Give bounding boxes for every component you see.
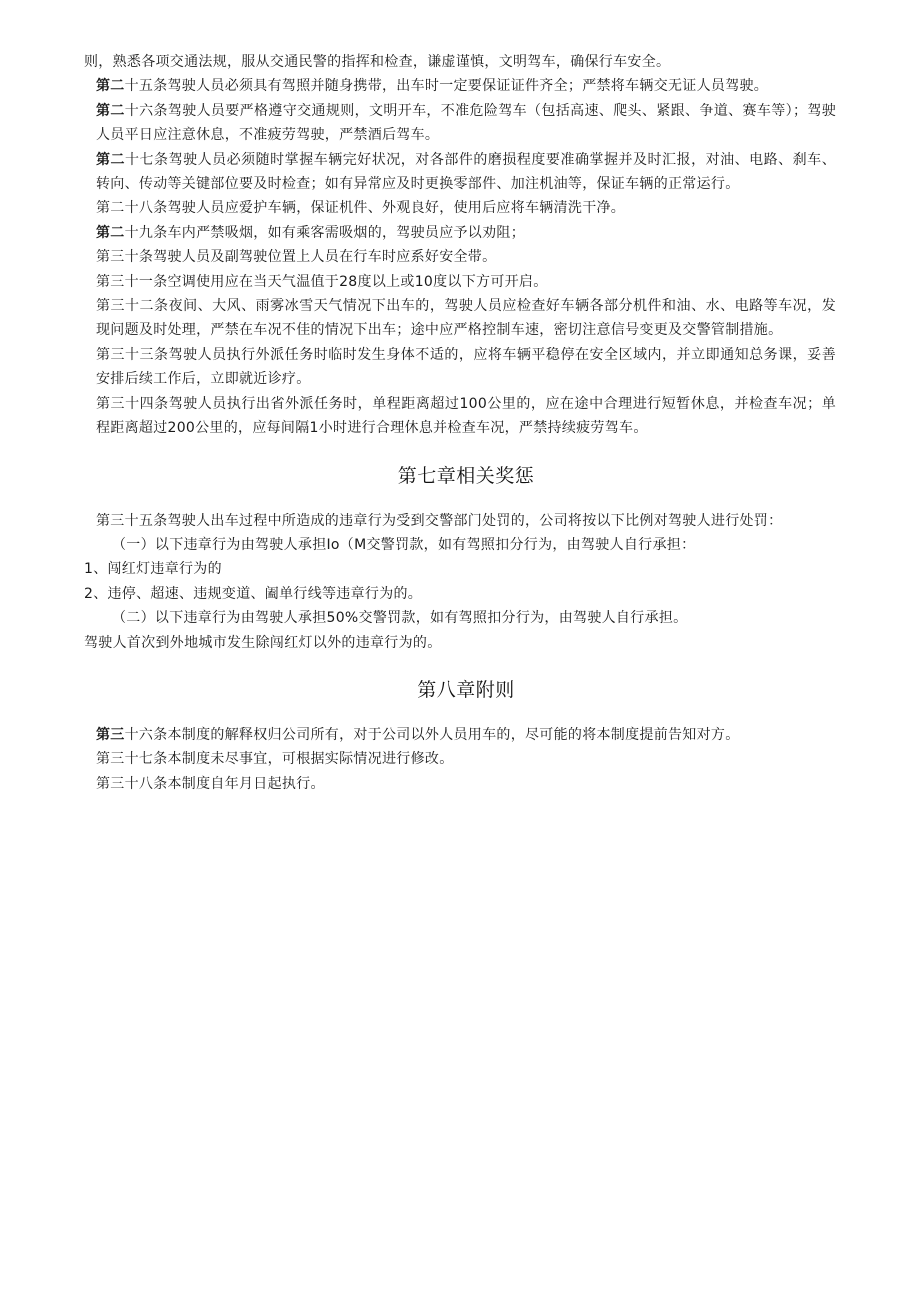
article-text: 十六条驾驶人员要严格遵守交通规则，文明开车，不准危险驾车（包括高速、爬头、紧跟、争道、赛车等）；驾驶人员平日应注意休息，不准疲劳驾驶，严禁酒后驾车。: [96, 102, 836, 144]
clause-2: [96, 606, 836, 630]
list-item: [84, 557, 836, 581]
clause-2-detail: [84, 631, 836, 655]
article-34: [96, 392, 836, 441]
list-item-text: 2、违停、超速、违规变道、阖单行线等违章行为的。: [84, 585, 423, 602]
article-36: [96, 723, 836, 747]
article-text: 第三十一条空调使用应在当天气温值于28度以上或10度以下方可开启。: [96, 273, 548, 290]
article-32: [96, 294, 836, 343]
article-head: 第二: [96, 151, 126, 168]
article-head: 第二: [96, 224, 125, 241]
article-text: 第三十三条驾驶人员执行外派任务时临时发生身体不适的，应将车辆平稳停在安全区域内，并立即通知总务课，妥善安排后续工作后，立即就近诊疗。: [96, 346, 836, 388]
article-text: 十九条车内严禁吸烟，如有乘客需吸烟的，驾驶员应予以劝阻；: [124, 224, 526, 241]
clause-text: 驾驶人首次到外地城市发生除闯红灯以外的违章行为的。: [84, 634, 442, 651]
article-25: [96, 74, 836, 98]
article-head: 第二: [96, 78, 125, 95]
chapter-8-title: 第八章附则: [417, 678, 515, 701]
document-body: [84, 50, 836, 796]
article-28: [96, 196, 836, 220]
paragraph-continuation: [84, 50, 836, 74]
chapter-7-title: 第七章相关奖惩: [397, 464, 535, 487]
article-38: [96, 772, 836, 796]
article-text: 十七条驾驶人员必须随时掌握车辆完好状况，对各部件的磨损程度要准确掌握并及时汇报，对油、电路、刹车、转向、传动等关键部位要及时检查；如有异常应及时更换零部件、加注机油等，保证车辆的正常运行。: [96, 151, 836, 193]
article-30: [96, 245, 836, 269]
article-text: 第三十五条驾驶人出车过程中所造成的违章行为受到交警部门处罚的，公司将按以下比例对驾驶人进行处罚：: [96, 512, 783, 529]
article-head: 第二: [96, 102, 125, 119]
clause-text: （一）以下违章行为由驾驶人承担Io（M交警罚款，如有驾照扣分行为，由驾驶人自行承担：: [112, 536, 696, 553]
article-text: 第三十八条本制度自年月日起执行。: [96, 775, 325, 792]
article-27: [96, 148, 836, 197]
article-29: [96, 221, 836, 245]
paragraph-text: 则，熟悉各项交通法规，服从交通民警的指挥和检查，谦虚谨慎，文明驾车，确保行车安全。: [84, 54, 671, 70]
article-head: 第三: [96, 726, 125, 743]
article-text: 十六条本制度的解释权归公司所有，对于公司以外人员用车的，尽可能的将本制度提前告知对方。: [124, 726, 740, 743]
clause-1: [96, 533, 836, 557]
article-35: [96, 509, 836, 533]
list-item-text: 1、闯红灯违章行为的: [84, 561, 222, 578]
article-text: 第三十七条本制度未尽事宜，可根据实际情况进行修改。: [96, 751, 454, 768]
article-33: [96, 343, 836, 392]
article-text: 第三十四条驾驶人员执行出省外派任务时，单程距离超过100公里的，应在途中合理进行短暂休息，并检查车况；单程距离超过200公里的，应每间隔1小时进行合理休息并检查车况，严禁持续疲劳驾车。: [96, 395, 836, 437]
article-31: [96, 270, 836, 294]
article-text: 第二十八条驾驶人员应爱护车辆，保证机件、外观良好，使用后应将车辆清洗干净。: [96, 200, 626, 217]
article-text: 第三十条驾驶人员及副驾驶位置上人员在行车时应系好安全带。: [96, 249, 497, 266]
article-26: [96, 99, 836, 148]
clause-text: （二）以下违章行为由驾驶人承担50%交警罚款，如有驾照扣分行为，由驾驶人自行承担。: [112, 610, 688, 627]
article-text: 第三十二条夜间、大风、雨雾冰雪天气情况下出车的，驾驶人员应检查好车辆各部分机件和油、水、电路等车况，发现问题及时处理，严禁在车况不佳的情况下出车；途中应严格控制车速，密切注意信号变更及交警管制措施。: [96, 298, 836, 339]
article-text: 十五条驾驶人员必须具有驾照并随身携带，出车时一定要保证证件齐全；严禁将车辆交无证人员驾驶。: [124, 78, 769, 95]
article-37: [96, 747, 836, 771]
list-item: [84, 582, 836, 606]
